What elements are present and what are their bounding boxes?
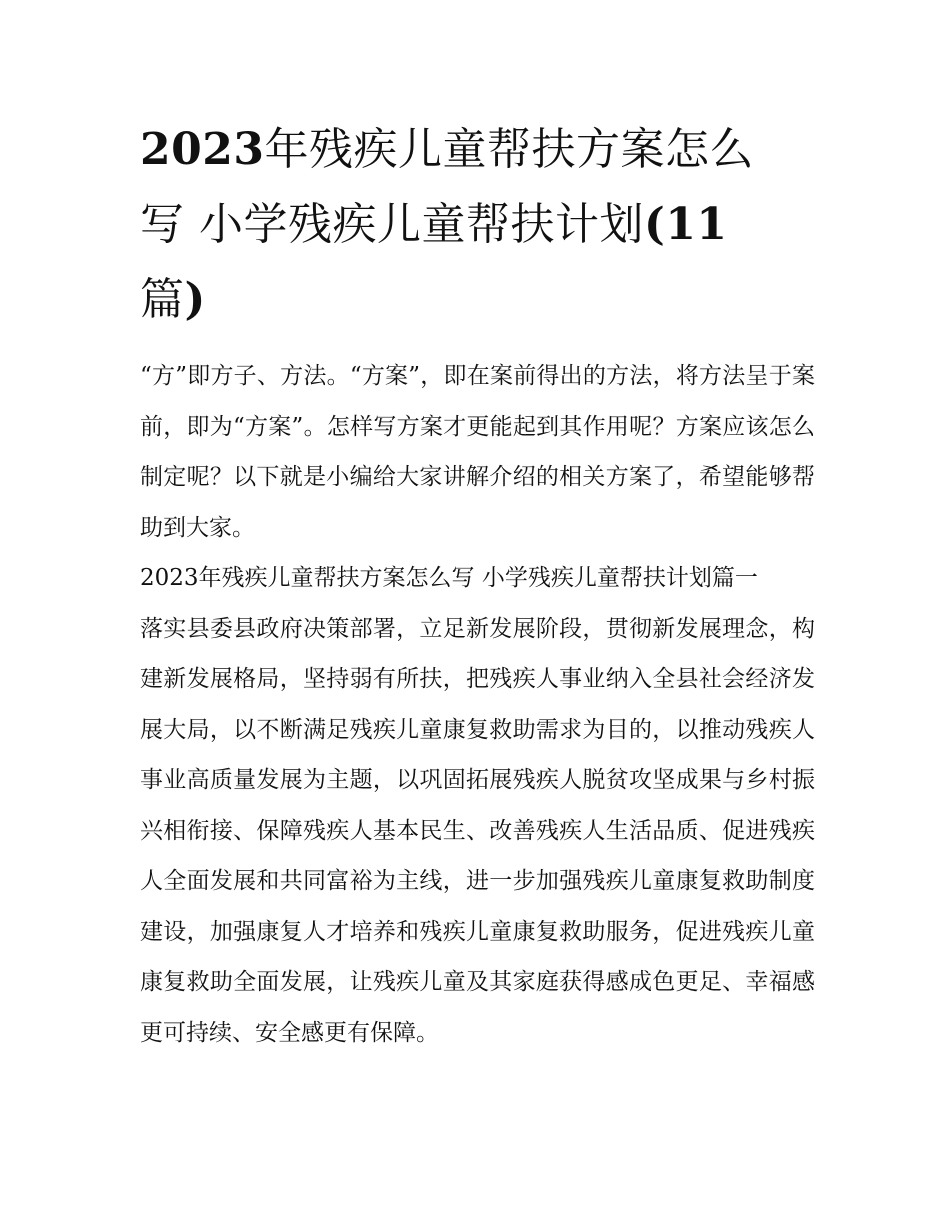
title-line1-text: 年残疾儿童帮扶方案怎么 <box>264 124 754 175</box>
body-paragraph: 落实县委县政府决策部署，立足新发展阶段，贯彻新发展理念，构建新发展格局，坚持弱有所扶，把残疾人事业纳入全县社会经济发展大局，以不断满足残疾儿童康复救助需求为目的，以推动残疾人事业高质量发展为主题，以巩固拓展残疾人脱贫攻坚成果与乡村振兴相衔接、保障残疾人基本民生、改善残疾人生活品质、促进残疾人全面发展和共同富裕为主线，进一步加强残疾儿童康复救助制度建设，加强康复人才培养和残疾儿童康复救助服务，促进残疾儿童康复救助全面发展，让残疾儿童及其家庭获得感成色更足、幸福感更可持续、安全感更有保障。 <box>140 615 815 1046</box>
title-count: (11 <box>644 199 728 250</box>
document-content <box>140 112 815 1058</box>
title-line2-text: 写 小学残疾儿童帮扶计划 <box>140 199 644 250</box>
document-title <box>140 112 815 337</box>
intro-paragraph: “方”即方子、方法。“方案”，即在案前得出的方法，将方法呈于案前，即为“方案”。怎样写方案才更能起到其作用呢？方案应该怎么制定呢？以下就是小编给大家讲解介绍的相关方案了，希望能够帮助到大家。 <box>140 363 815 541</box>
title-close-paren: ) <box>184 274 206 325</box>
title-year: 2023 <box>140 124 265 175</box>
section-heading: 2023年残疾儿童帮扶方案怎么写 小学残疾儿童帮扶计划篇一 <box>140 565 758 591</box>
title-line3-text: 篇 <box>140 274 185 325</box>
